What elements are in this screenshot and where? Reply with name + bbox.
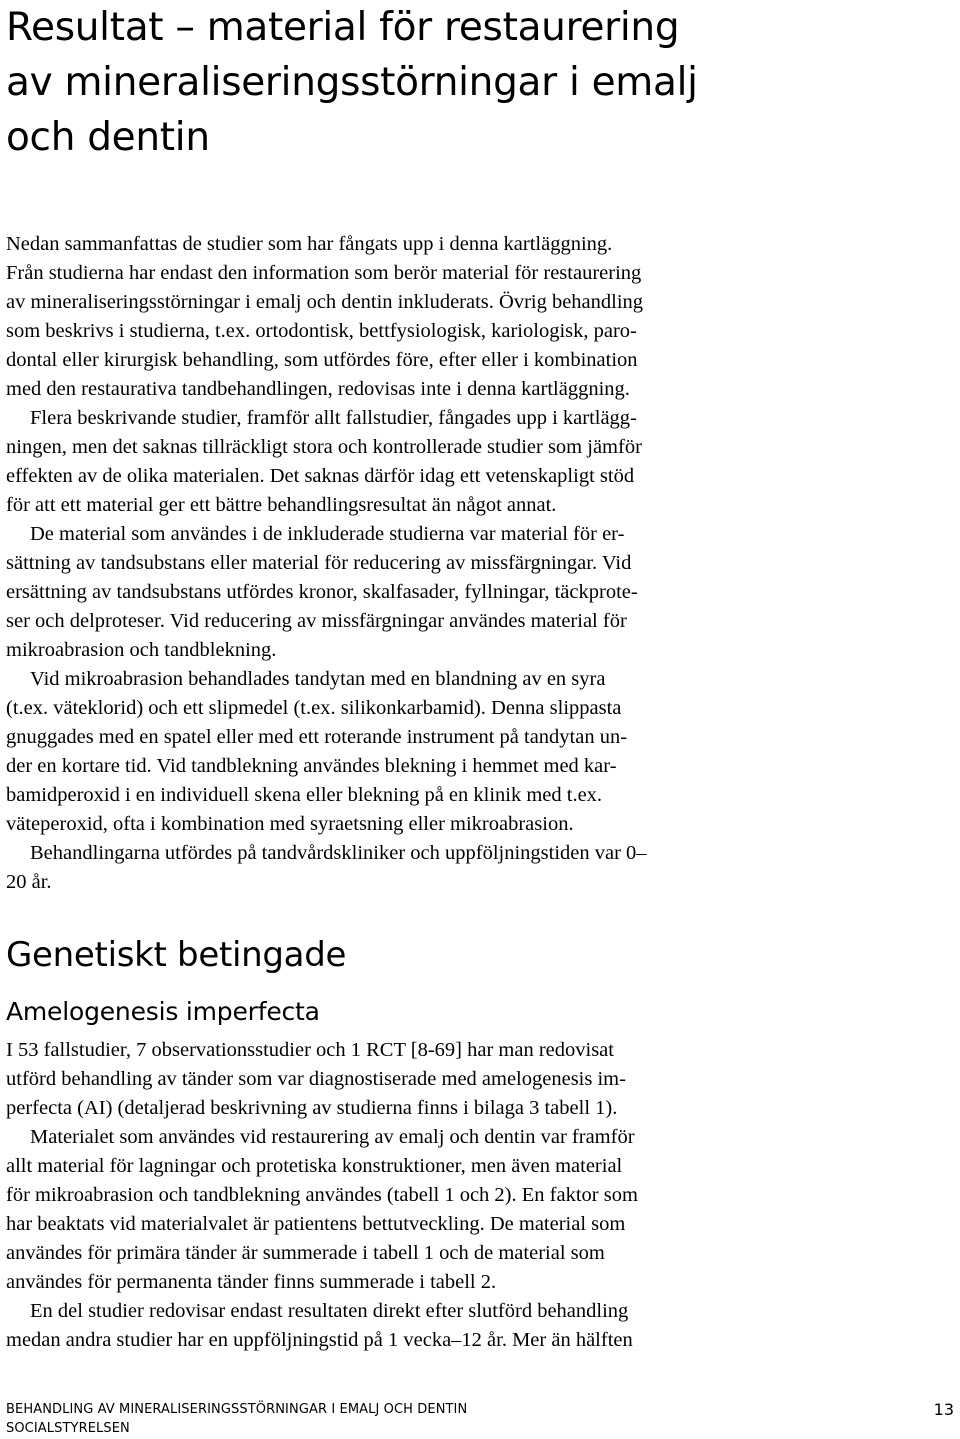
text-line: av mineraliseringsstörningar i emalj och dentin inkluderats. Övrig behandling [6,291,644,313]
page-title [6,0,906,165]
text-line: En del studier redovisar endast resultaten direkt efter slutförd behandling [30,1300,629,1322]
text-line: har beaktats vid materialvalet är patientens bettutveckling. De material som [6,1213,626,1235]
text-line: I 53 fallstudier, 7 observationsstudier och 1 RCT [8-69] har man redovisat [6,1039,614,1061]
text-line: användes för primära tänder är summerade i tabell 1 och de material som [6,1242,605,1264]
text-line: väteperoxid, ofta i kombination med syraetsning eller mikroabrasion. [6,813,574,835]
text-line: för mikroabrasion och tandblekning användes (tabell 1 och 2). En faktor som [6,1184,638,1206]
text-line: 20 år. [6,871,52,893]
text-line: (t.ex. väteklorid) och ett slipmedel (t.ex. silikonkarbamid). Denna slippasta [6,697,622,719]
text-line: der en kortare tid. Vid tandblekning användes blekning i hemmet med kar- [6,755,617,777]
text-line: ningen, men det saknas tillräckligt stora och kontrollerade studier som jämför [6,436,642,458]
text-line: ser och delproteser. Vid reducering av missfärgningar användes material för [6,610,627,632]
text-line: bamidperoxid i en individuell skena eller blekning på en klinik med t.ex. [6,784,603,806]
text-line: sättning av tandsubstans eller material för reducering av missfärgningar. Vid [6,552,632,574]
footer-document-title: BEHANDLING AV MINERALISERINGSSTÖRNINGAR I EMALJ OCH DENTIN [6,1402,468,1417]
text-line: för att ett material ger ett bättre behandlingsresultat än något annat. [6,494,557,516]
text-line: Från studierna har endast den information som berör material för restaurering [6,262,642,284]
text-line: användes för permanenta tänder finns summerade i tabell 2. [6,1271,497,1293]
text-line: mikroabrasion och tandblekning. [6,639,277,661]
section-heading: Genetiskt betingade [6,935,347,975]
section-text [6,1036,956,1355]
title-line: Resultat – material för restaurering [6,5,680,50]
text-line: utförd behandling av tänder som var diagnostiserade med amelogenesis im- [6,1068,626,1090]
text-line: som beskrivs i studierna, t.ex. ortodontisk, bettfysiologisk, kariologisk, paro- [6,320,637,342]
text-line: gnuggades med en spatel eller med ett roterande instrument på tandytan un- [6,726,628,748]
footer-publisher: SOCIALSTYRELSEN [6,1421,130,1436]
text-line: allt material för lagningar och protetiska konstruktioner, men även material [6,1155,623,1177]
section-subheading: Amelogenesis imperfecta [6,997,320,1026]
page-number: 13 [933,1400,954,1419]
text-line: dontal eller kirurgisk behandling, som utfördes före, efter eller i kombination [6,349,638,371]
text-line: med den restaurativa tandbehandlingen, redovisas inte i denna kartläggning. [6,378,630,400]
text-line: ersättning av tandsubstans utfördes kronor, skalfasader, fyllningar, täckprote- [6,581,638,603]
title-line: av mineraliseringsstörningar i emalj [6,60,698,105]
title-line: och dentin [6,115,210,160]
text-line: Nedan sammanfattas de studier som har fångats upp i denna kartläggning. [6,233,613,255]
text-line: Flera beskrivande studier, framför allt fallstudier, fångades upp i kartlägg- [30,407,637,429]
text-line: Materialet som användes vid restaurering av emalj och dentin var framför [30,1126,635,1148]
text-line: Behandlingarna utfördes på tandvårdskliniker och uppföljningstiden var 0– [30,842,647,864]
text-line: Vid mikroabrasion behandlades tandytan med en blandning av en syra [30,668,606,690]
intro-text [6,230,956,897]
text-line: effekten av de olika materialen. Det saknas därför idag ett vetenskapligt stöd [6,465,635,487]
text-line: De material som användes i de inkluderade studierna var material för er- [30,523,625,545]
text-line: perfecta (AI) (detaljerad beskrivning av studierna finns i bilaga 3 tabell 1). [6,1097,618,1119]
text-line: medan andra studier har en uppföljningstid på 1 vecka–12 år. Mer än hälften [6,1329,633,1351]
